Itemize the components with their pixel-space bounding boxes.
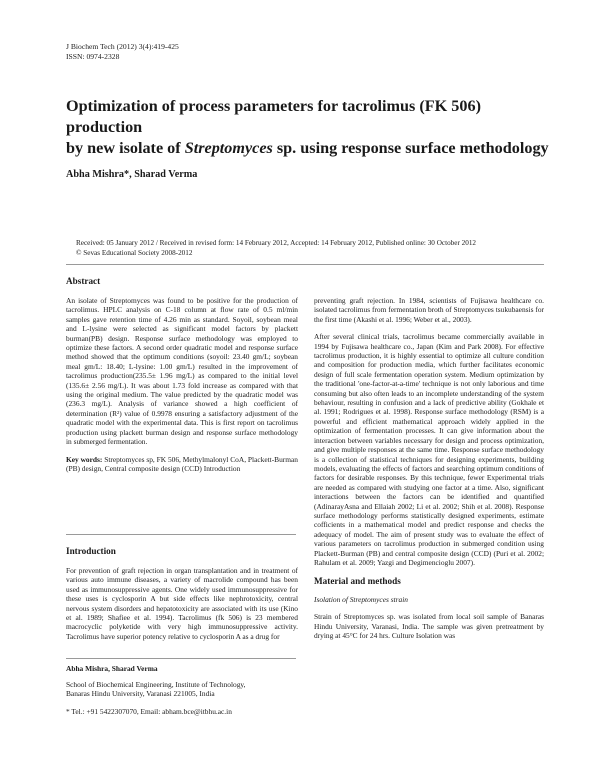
- title-line-1: Optimization of process parameters for tacrolimus (FK 506) production: [66, 97, 481, 136]
- right-paragraph-1: preventing graft rejection. In 1984, scientists of Fujisawa healthcare co. isolated tacrolimus from fermentation broth of Streptomyces tsukubaensis for the first time (Akashi et al. 1996; Weber et al., 2003).: [314, 296, 544, 324]
- journal-citation: J Biochem Tech (2012) 3(4):419-425: [66, 42, 179, 51]
- top-divider: [66, 264, 544, 265]
- paper-title: [66, 96, 556, 159]
- abstract-paragraph: An isolate of Streptomyces was found to be positive for the production of tacrolimus. HPLC analysis on C-18 column at flow rate of 0.5 ml/min samples gave retention time of 4.26 min as standard. Soyoil, soybean meal and L-lysine were selected as significant model factors by plackett burman(PB) design. Response surface methodology was employed to optimize these factors. A second order quadratic model and response surface method showed that the optimum conditions (soyoil: 23.40 gm/L; soybean meal gm/L: 18.40; L-lysine: 1.00 gm/L) resulted in the improvement of tacrolimus production(235.5± 1.96 mg/L) as compared to the initial level (135.6± 2.56 mg/L). It was about 1.73 fold increase as compared with that using the original medium. The value predicted by the quadratic model was (236.3 mg/L). Analysis of variance showed a high coefficient of determination (R²) value of 0.9978 ensuring a satisfactory adjustment of the quadratic model with the experimental data. This is first report on tacrolimus production using plackett burman design and response surface methodology in submerged fermentation.: [66, 296, 298, 447]
- title-line-2-post: sp. using response surface methodology: [272, 139, 549, 157]
- title-line-2-pre: by new isolate of: [66, 139, 185, 157]
- publication-dates: [76, 239, 576, 258]
- introduction-heading: Introduction: [66, 546, 116, 556]
- journal-issn: ISSN: 0974-2328: [66, 52, 120, 61]
- right-paragraph-3: Strain of Streptomyces sp. was isolated from local soil sample of Banaras Hindu University, Varanasi, India. The sample was given pretreatment by drying at 45°C for 24 hrs. Culture Isolation was: [314, 612, 544, 640]
- methods-heading: Material and methods: [314, 576, 401, 587]
- received-dates: Received: 05 January 2012 / Received in revised form: 14 February 2012, Accepted: 14 February 2012, Published online: 30 October 2012: [76, 239, 477, 247]
- affiliation-authors: Abha Mishra, Sharad Verma: [66, 664, 158, 673]
- affiliation-contact: * Tel.: +91 5422307070, Email: abham.bce@itbhu.ac.in: [66, 706, 232, 716]
- affiliation-line-1: School of Biochemical Engineering, Institute of Technology,: [66, 679, 246, 689]
- copyright: © Sevas Educational Society 2008-2012: [76, 248, 193, 257]
- abstract-body: [66, 296, 298, 481]
- abstract-divider: [66, 534, 296, 535]
- keywords: [66, 455, 298, 474]
- introduction-paragraph: For prevention of graft rejection in organ transplantation and in treatment of various auto immune diseases, a variety of macrolide compound has been used as immunosuppressive agents. One widely used immunosuppressive for these uses is cyclosporin A but side effects like nephrotoxicity, central nervous system disorders and hepatotoxicity are associated with its use (Kino et al. 1989; Shafiee et al. 1994). Tacrolimus (fk 506) is 23 membered macrocyclic polyketide with very high immunosuppressive activity. Tacrolimus have superior potency relative to cyclosporin A as a drug for: [66, 566, 298, 641]
- affiliation-divider: [66, 658, 296, 659]
- title-line-2-italic: Streptomyces: [184, 139, 273, 157]
- keywords-text: Streptomyces sp, FK 506, Methylmalonyl CoA, Plackett-Burman (PB) design, Central composite design (CCD) Introduction: [66, 454, 298, 473]
- title-line-2: [66, 138, 556, 159]
- author-list: Abha Mishra*, Sharad Verma: [66, 169, 198, 180]
- introduction-body: [66, 566, 298, 649]
- keywords-label: Key words:: [66, 454, 103, 464]
- methods-subheading: Isolation of Streptomyces strain: [314, 594, 408, 604]
- right-column: [314, 296, 544, 648]
- right-paragraph-2: After several clinical trials, tacrolimus became commercially available in 1994 by Fujisawa healthcare co., Japan (Kim and Park 2008). For effective tacrolimus production, it is highly essential to optimize all culture condition and composition for production media, which further facilitates economic design of full scale fermentation operation system. Medium optimization by the traditional 'one-factor-at-a-time' technique is not only laborious and time consuming but also often leads to an incomplete understanding of the system behaviour, resulting in confusion and a lack of predictive ability (Gokhale et al. 1991; Rodrigues et al. 1998). Response surface methodology (RSM) is a powerful and efficient mathematical approach widely applied in the optimization of fermentation processes. It can give information about the interaction between variables necessary for design and process optimization, and give multiple responses at the same time. Response surface methodology is a collection of statistical techniques for designing experiments, building models, evaluating the effects of factors and searching optimum conditions of factors for desirable responses. By this technique, fewer Experimental trials are needed as compared with studying one factor at a time. Also, significant interactions between the factors can be identified and quantified (AdinarayAsna and Ellaiah 2002; Li et al. 2002; Shih et al. 2008). Response surface methodology performs statistically designed experiments, estimate cofficients in a mathematical model and predict response and checks the adequacy of model. The aim of present study was to evaluate the effect of various parameters on tacrolimus production in submerged condition using Plackett-Burman (PB) and central composite design (CCD) (Puri et al. 2002; Rahulam et al. 2009; Yazgi and Degimencioglu 2007).: [314, 332, 544, 567]
- affiliation-line-2: Banaras Hindu University, Varanasi 221005, India: [66, 689, 215, 699]
- journal-header: [66, 42, 179, 62]
- abstract-heading: Abstract: [66, 276, 101, 286]
- affiliation-block: [66, 664, 298, 716]
